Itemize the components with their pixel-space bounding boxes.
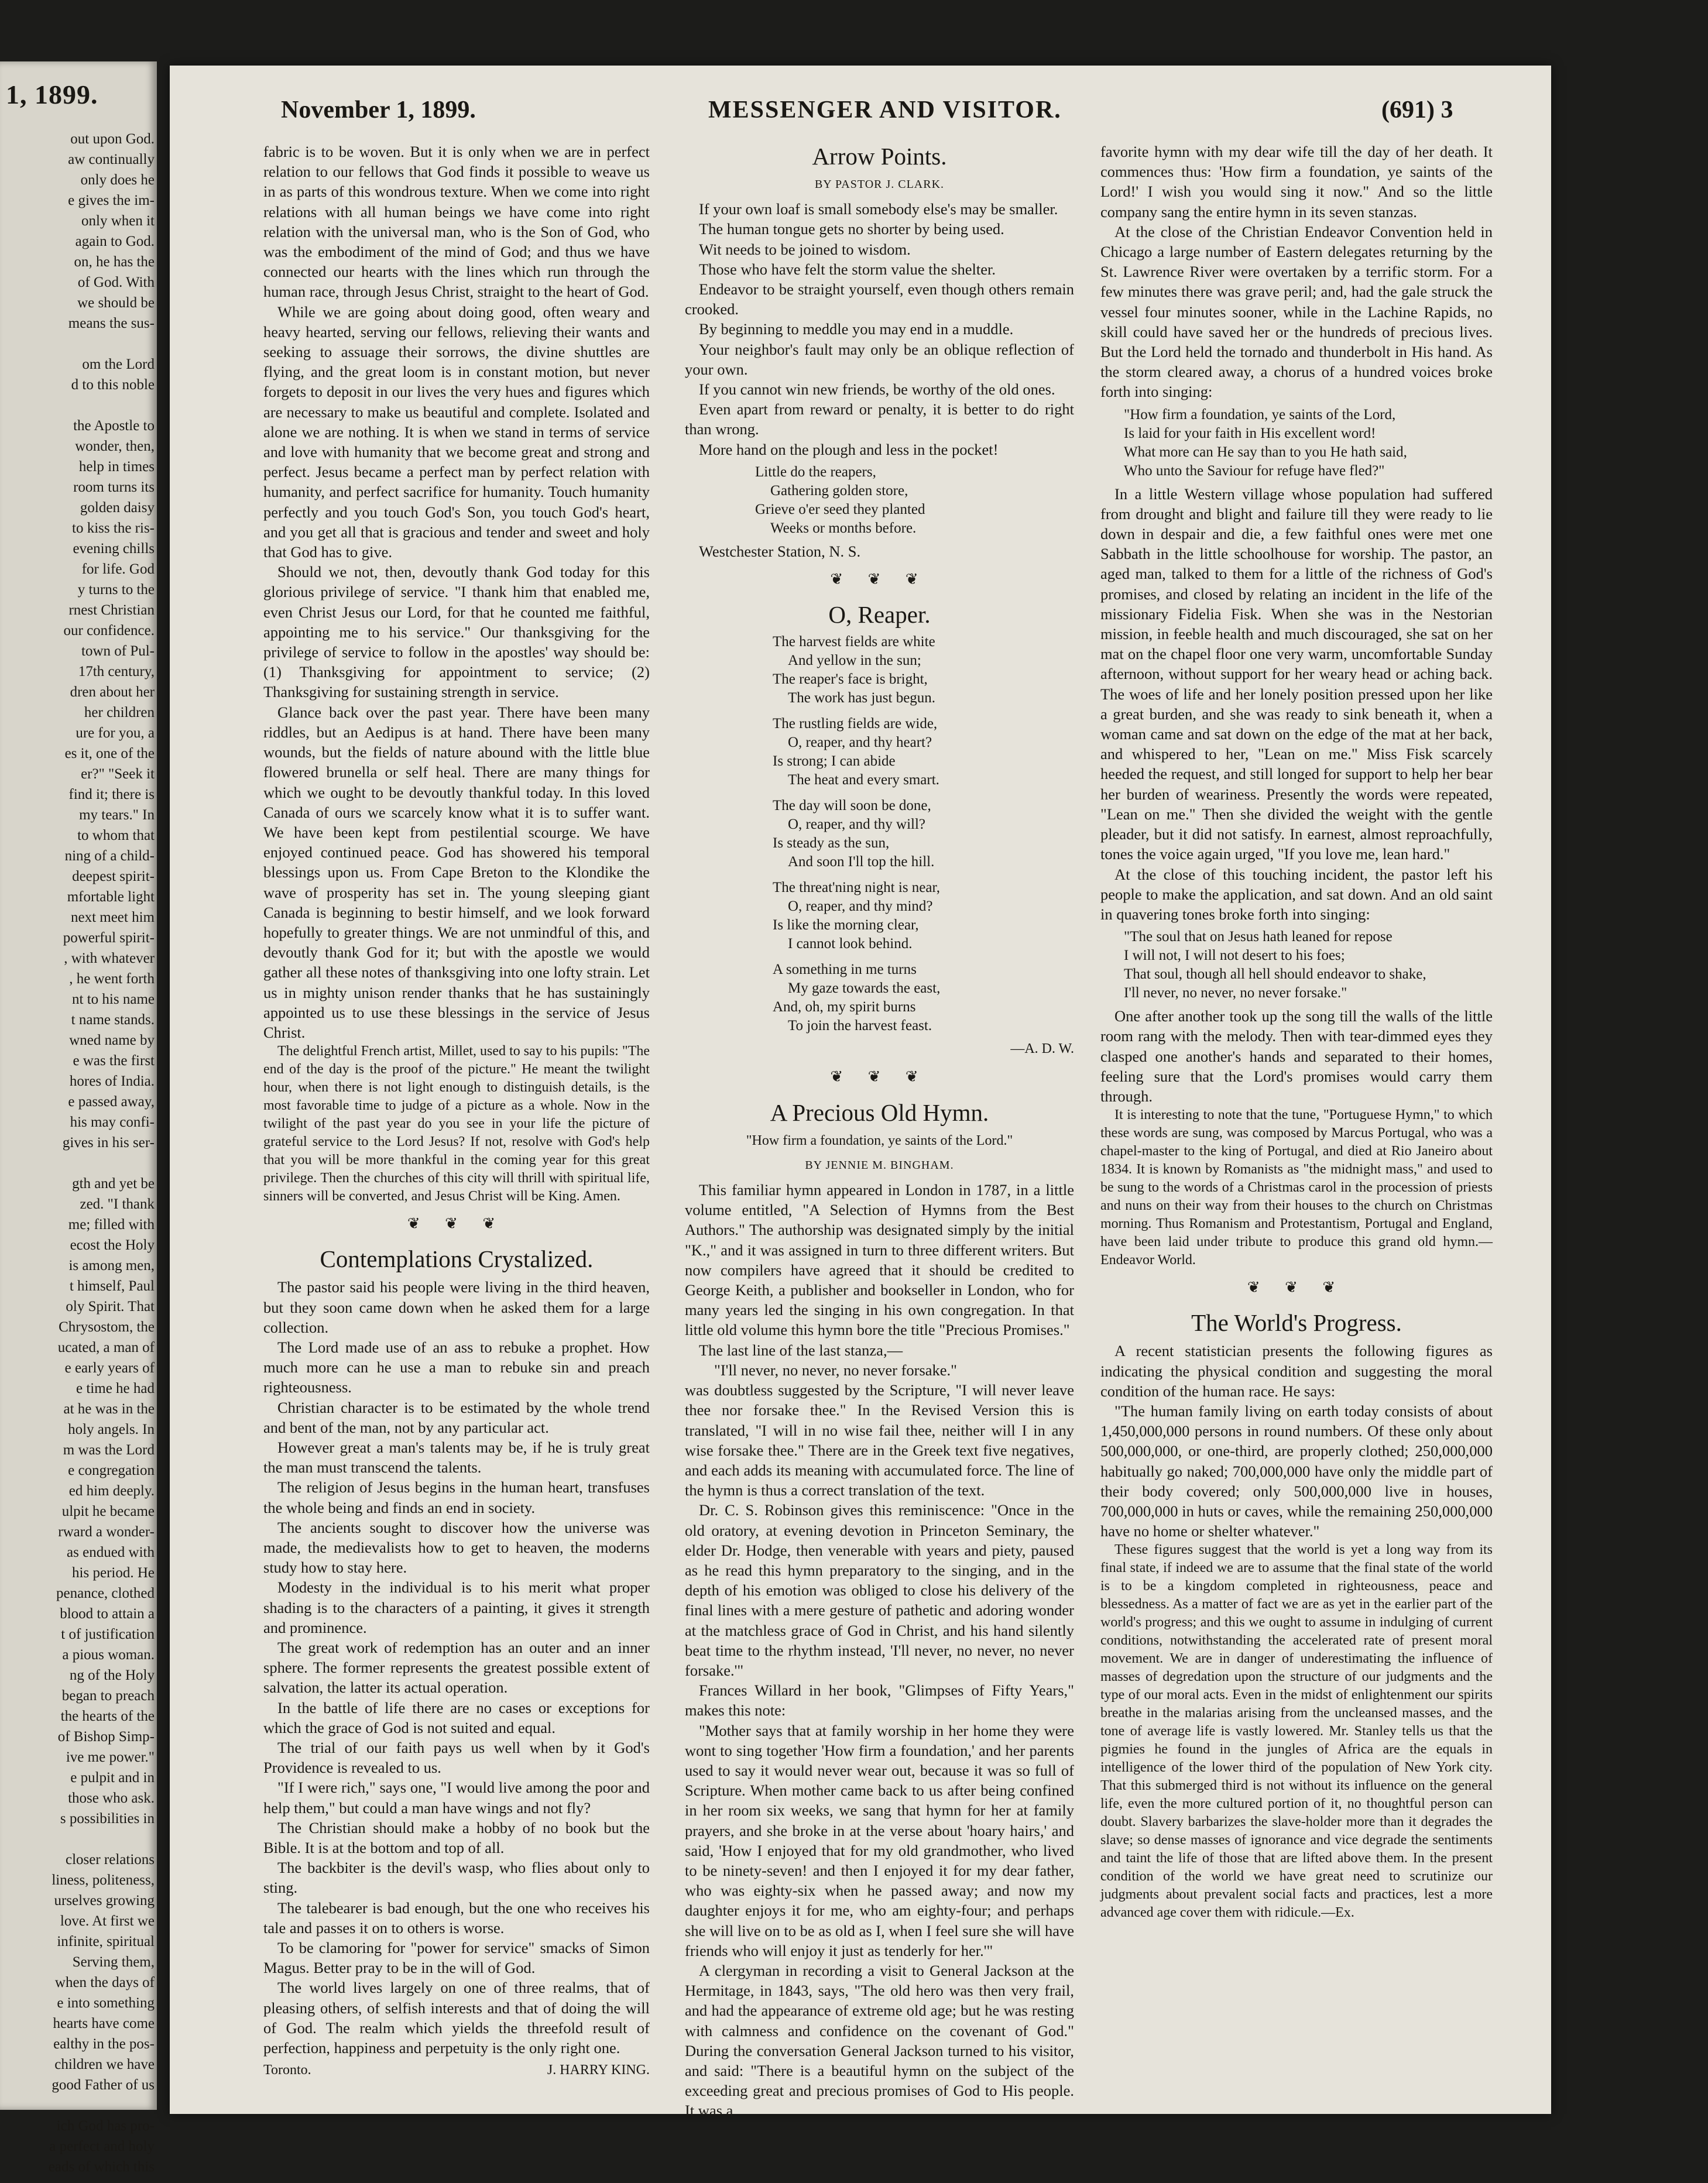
text-line: we should be bbox=[77, 295, 155, 311]
paragraph: Christian character is to be estimated by the whole trend and bent of the man, not by any particular act. bbox=[263, 1398, 650, 1436]
poem-line: Is like the morning clear, bbox=[773, 917, 919, 933]
text-line: rnest Christian bbox=[68, 602, 155, 618]
article-title: Contemplations Crystalized. bbox=[320, 1245, 594, 1273]
paragraph: fabric is to be woven. But it is only when we are in perfect relation to our fellows that God finds it possible to weave us in as parts of this wondrous texture. When we come into right relations with all human beings we have come into right relation with the universal man, who is the Son of God, who was the embodiment of the mind of God; and thus we have connected our hearts with the lines which run through the human race, through Jesus Christ, straight to the heart of God. bbox=[263, 143, 650, 301]
poem-line: That soul, though all hell should endeavor to shake, bbox=[1124, 966, 1426, 983]
byline: BY JENNIE M. BINGHAM. bbox=[805, 1158, 954, 1172]
text-line: the hearts of the bbox=[60, 1708, 155, 1724]
paragraph: favorite hymn with my dear wife till the day of her death. It commences thus: 'How firm a foundation, ye saints of the Lord!' I wish you would sing it now." And so the little company sang the entire hymn in its seven stanzas. bbox=[1100, 143, 1493, 221]
poem-line: What more can He say than to you He hath said, bbox=[1124, 444, 1407, 460]
paragraph: In the battle of life there are no cases or exceptions for which the grace of God is not suited and equal. bbox=[263, 1698, 650, 1736]
paragraph: However great a man's talents may be, if he is truly great the man must transcend the talents. bbox=[263, 1438, 650, 1477]
text-line: ucated, a man of bbox=[57, 1340, 155, 1355]
text-line: holy angels. In bbox=[68, 1422, 155, 1437]
text-line: a pious woman. bbox=[62, 1647, 155, 1663]
text-line: blood to attain a bbox=[60, 1606, 155, 1622]
text-line: t of justification bbox=[61, 1626, 155, 1642]
text-line: children we have bbox=[54, 2057, 155, 2072]
column-1 bbox=[263, 142, 650, 2080]
quote-line: "I'll never, no never, no never forsake." bbox=[714, 1361, 957, 1379]
section-ornament: ❦ ❦ ❦ bbox=[407, 1215, 506, 1233]
paragraph: Glance back over the past year. There have been many riddles, but an Aedipus is at hand. There have been many wounds, but the fields of nature abound with the little blue flowered brunella or self heal. There are many things for which we ought to be devoutly thankful today. In this loved Canada of ours we scarcely know what it is to suffer want. We have been kept from pestilential scourge. We have enjoyed continued peace. God has showered his temporal blessings upon us. From Cape Breton to the Klondike the wave of prosperity has set in. The young sleeping giant Canada is beginning to bestir himself, and we look forward hopefully to greater things. We are not unmindful of this, and devoutly thank God for it; but with the apostle we would gather all these notes of thanksgiving into one lofty strain. Let us in mighty unison render thanks that he has sustainingly appointed us to use these blessings in the service of Jesus Christ. bbox=[263, 703, 650, 1041]
text-line: penance, clothed bbox=[56, 1585, 155, 1601]
text-line: my tears." In bbox=[79, 807, 155, 823]
text-line: for life. God bbox=[81, 561, 155, 577]
text-line: is among men, bbox=[68, 1258, 155, 1274]
paragraph: The human tongue gets no shorter by being used. bbox=[699, 220, 1004, 238]
text-line: e pulpit and in bbox=[70, 1770, 155, 1786]
text-line: hores of India. bbox=[69, 1073, 155, 1089]
text-line: me; filled with bbox=[68, 1217, 155, 1233]
text-line: closer relations bbox=[65, 1852, 155, 1868]
text-line: powerful spirit- bbox=[63, 930, 155, 946]
text-line: Serving them, bbox=[72, 1954, 155, 1970]
text-line: er?" "Seek it bbox=[81, 766, 155, 782]
text-line: our confidence. bbox=[63, 623, 155, 639]
text-line: his period. He bbox=[72, 1565, 155, 1581]
author-signature: J. HARRY KING. bbox=[547, 2062, 650, 2078]
poem-line: Gathering golden store, bbox=[770, 482, 908, 499]
text-line: , he went forth bbox=[69, 971, 155, 987]
poem-line: Is strong; I can abide bbox=[773, 753, 896, 770]
poem-line: And, oh, my spirit burns bbox=[773, 999, 916, 1015]
paragraph: If you cannot win new friends, be worthy of the old ones. bbox=[699, 380, 1055, 399]
text-line: e early years of bbox=[64, 1360, 155, 1376]
poem-line: O, reaper, and thy heart? bbox=[788, 734, 932, 751]
section-ornament: ❦ ❦ ❦ bbox=[1247, 1279, 1346, 1296]
text-line: 17th century, bbox=[78, 664, 155, 679]
line-gap bbox=[5, 2095, 155, 2116]
text-line: love. At first we bbox=[60, 1913, 155, 1929]
poem-line: Is steady as the sun, bbox=[773, 835, 890, 852]
text-line: ive me power." bbox=[66, 1749, 155, 1765]
page-header bbox=[170, 96, 1551, 137]
text-line: to kiss the ris- bbox=[72, 520, 155, 536]
text-line: aw continually bbox=[68, 152, 155, 167]
poem bbox=[1124, 406, 1493, 480]
poem-line: To join the harvest feast. bbox=[788, 1018, 932, 1034]
text-line: good Father of us bbox=[52, 2077, 155, 2093]
poem-line: My gaze towards the east, bbox=[788, 980, 941, 997]
poem bbox=[1124, 928, 1493, 1003]
text-line: eads of which this bbox=[48, 2159, 155, 2175]
paragraph: At the close of this touching incident, the pastor left his people to make the application, and sat down. And an old saint in quavering tones broke forth into singing: bbox=[1100, 865, 1493, 923]
text-line: rward a wonder- bbox=[58, 1524, 155, 1540]
paragraph: The last line of the last stanza,— bbox=[699, 1341, 903, 1359]
paragraph: The world lives largely on one of three realms, that of pleasing others, of selfish interests and that of doing the will of God. The realm which yields the threefold result of perfection, happiness and perpetuity is the only right one. bbox=[263, 1979, 650, 2057]
poem-line: The reaper's face is bright, bbox=[773, 671, 928, 688]
article-title: O, Reaper. bbox=[828, 601, 931, 629]
text-line: his may confi- bbox=[70, 1114, 155, 1130]
text-line: ng of the Holy bbox=[69, 1667, 155, 1683]
paragraph: At the close of the Christian Endeavor Convention held in Chicago a large number of Eastern delegates returning by the St. Lawrence River were overtaken by a terrific storm. For a few minutes there was grave peril; and, had the gale struck the vessel four minutes sooner, while in the Lachine Rapids, no skill could have saved her or the hundreds of precious lives. But the Lord held the tornado and thunderbolt in His hand. As the storm cleared away, a chorus of a hundred voices broke forth into singing: bbox=[1100, 222, 1493, 401]
section-ornament: ❦ ❦ ❦ bbox=[830, 571, 929, 588]
text-line: gth and yet be bbox=[72, 1176, 155, 1192]
paragraph: The pastor said his people were living in the third heaven, but they soon came down when he asked them for a large collection. bbox=[263, 1278, 650, 1336]
poem-line: The threat'ning night is near, bbox=[773, 880, 941, 896]
paragraph: It is interesting to note that the tune, "Portuguese Hymn," to which these words are sung, was composed by Marcus Portugal, who was a chapel-master to the king of Portugal, and died at Rio Janeiro about 1834. It is known by Romanists as "the midnight mass," and used to be sung to the words of a Christmas carol in the procession of priests and nuns on their way from their houses to the church on Christmas morning. Thus Romanism and Protestantism, Portugal and England, have been laid under tribute to produce this grand old hymn.—Endeavor World. bbox=[1100, 1107, 1493, 1268]
text-line: Chrysostom, the bbox=[59, 1319, 155, 1335]
poem-line: O, reaper, and thy will? bbox=[788, 816, 926, 833]
paragraph: These figures suggest that the world is yet a long way from its final state, if indeed we are to assume that the final state of the world is to be a kingdom completed in righteousness, peace and blessedness. As a matter of fact we are as yet in the earlier part of the world's progress; and this we ought to assume in indulging of current conditions, notwithstanding the accelerated rate of present moral movement. We are in danger of underestimating the influence of masses of degredation upon the structure of our judgments and the type of our moral acts. Even in the midst of enlightenment our spirits breathe in the malarias arising from the uncleansed masses, and the tone of average life is vastly lowered. Mr. Stanley tells us that the pigmies he found in the jungles of Africa are the equals in intelligence of the lower third of the population of New York city. That this submerged third is not without its influence on the general life, even the more cultured portion of it, no thoughtful person can doubt. Slavery barbarizes the slave-holder more than it degrades the slave; so dense masses of ignorance and vice degrade the sentiments and taint the life of those that are lifted above them. In the present condition of the world we have great need to scrutinize our judgments about prevalent social facts and practices, lest a more advanced age cover them with ridicule.—Ex. bbox=[1100, 1542, 1493, 1921]
poem-line: "The soul that on Jesus hath leaned for repose bbox=[1124, 929, 1393, 945]
text-line: those who ask. bbox=[68, 1790, 155, 1806]
text-line: urselves growing bbox=[54, 1893, 155, 1909]
paragraph: The Lord made use of an ass to rebuke a prophet. How much more can he use a man to rebuke sin and preach righteousness. bbox=[263, 1338, 650, 1396]
column-3 bbox=[1100, 142, 1493, 1922]
text-line: golden daisy bbox=[80, 500, 155, 516]
text-line: ecost the Holy bbox=[70, 1237, 155, 1253]
article-title: The World's Progress. bbox=[1191, 1309, 1402, 1337]
text-line: ulpit he became bbox=[61, 1504, 155, 1519]
line-gap bbox=[5, 395, 155, 416]
paragraph: "Mother says that at family worship in her home they were wont to sing together 'How firm a foundation,' and her parents used to say it would never wear out, because it was so full of Scripture. When mother came back to us after being confined in her room six weeks, we sang that hymn for her at family prayers, and she broke in at the verse about 'hoary hairs,' and said, 'How I enjoyed that for my old grandmother, who lived to be ninety-seven! and then I enjoyed it for my dear father, who was eighty-six when he passed away; and now my daughter enjoys it for me, who am eighty-four; and perhaps she will live on to be as old as I, when I feel sure she will have friends who will enjoy it just as tenderly for her.'" bbox=[685, 1721, 1074, 1959]
article-title: Arrow Points. bbox=[812, 143, 947, 170]
poem-line: A something in me turns bbox=[773, 962, 917, 978]
paragraph: This familiar hymn appeared in London in 1787, in a little volume entitled, "A Selection of Hymns from the Best Authors." The authorship was designated simply by the initial "K.," and it was assigned in turn to three different writers. But now compilers have agreed that it should be credited to George Keith, a publisher and bookseller in London, who for many years led the singing in his own congregation. In that little old volume this hymn bore the title "Precious Promises." bbox=[685, 1181, 1074, 1339]
text-line: infinite, spiritual bbox=[57, 1934, 155, 1949]
text-line: only does he bbox=[80, 172, 155, 188]
poem-line: O, reaper, and thy mind? bbox=[788, 898, 933, 915]
paragraph: was doubtless suggested by the Scripture, "I will never leave thee nor forsake thee." In the Revised Version this is translated, "I will in no wise fail thee, neither will I in any wise forsake thee." There are in the Greek text five negatives, and each adds its meaning with accumulated force. The line of the hymn is thus a correct translation of the text. bbox=[685, 1381, 1074, 1499]
line-gap bbox=[5, 1153, 155, 1173]
text-line: as endued with bbox=[67, 1544, 155, 1560]
paragraph: Should we not, then, devoutly thank God today for this glorious privilege of service. "I thank him that enabled me, even Christ Jesus our Lord, for that he counted me faithful, appointing me to his service." Our thanksgiving for the privilege of service to follow in the apostles' way should be: (1) Thanksgiving for appointment to service; (2) Thanksgiving for sustaining strength in service. bbox=[263, 563, 650, 701]
poem-line: And yellow in the sun; bbox=[788, 653, 921, 669]
text-line: s possibilities in bbox=[60, 1811, 155, 1827]
text-line: means the sus- bbox=[68, 315, 155, 331]
header-date: November 1, 1899. bbox=[281, 97, 476, 123]
text-line: , with whatever bbox=[64, 950, 155, 966]
place: Toronto. bbox=[263, 2062, 311, 2078]
paragraph: If your own loaf is small somebody else's may be smaller. bbox=[699, 200, 1058, 218]
text-line: next meet him bbox=[70, 909, 155, 925]
paragraph: The ancients sought to discover how the universe was made, the medievalists how to get to heaven, the moderns study how to stay here. bbox=[263, 1518, 650, 1577]
paragraph: To be clamoring for "power for service" smacks of Simon Magus. Better pray to be in the will of God. bbox=[263, 1939, 650, 1977]
text-line: of God. With bbox=[77, 274, 155, 290]
poem-line: And soon I'll top the hill. bbox=[788, 854, 935, 870]
text-line: ealthy in the pos- bbox=[53, 2036, 155, 2052]
text-line: ich God has pro- bbox=[56, 2118, 155, 2134]
paragraph: More hand on the plough and less in the pocket! bbox=[699, 440, 999, 458]
text-line: ed him deeply. bbox=[68, 1483, 155, 1499]
text-line: find it; there is bbox=[68, 787, 155, 802]
text-line: evening chills bbox=[73, 541, 155, 557]
poem-line: I will not, I will not desert to his foes; bbox=[1124, 948, 1345, 964]
text-line: only when it bbox=[81, 213, 155, 229]
text-line: help in times bbox=[78, 459, 155, 475]
paragraph: The Christian should make a hobby of no book but the Bible. It is at the bottom and top of all. bbox=[263, 1818, 650, 1857]
poem-line: Little do the reapers, bbox=[755, 464, 876, 480]
text-line: her children bbox=[84, 705, 155, 720]
section-ornament: ❦ ❦ ❦ bbox=[830, 1068, 929, 1086]
previous-page-date: 1, 1899. bbox=[6, 80, 98, 109]
paragraph: Modesty in the individual is to his merit what proper shading is to the characters of a painting, it gives it strength and prominence. bbox=[263, 1578, 650, 1636]
paragraph: "The human family living on earth today consists of about 1,450,000,000 persons in round numbers. Of these only about 500,000,000, or one-third, are properly clothed; 250,000,000 habitually go naked; 700,000,000 have only the middle part of their body covered; only 500,000,000 live in houses, 700,000,000 in huts or caves, while the remaining 250,000,000 have no home or shelter whatever." bbox=[1100, 1402, 1493, 1540]
text-line: to whom that bbox=[77, 828, 155, 843]
text-line: e gives the im- bbox=[68, 193, 155, 208]
text-line: town of Pul- bbox=[81, 643, 155, 659]
article-subtitle: "How firm a foundation, ye saints of the Lord." bbox=[746, 1132, 1013, 1148]
text-line: t himself, Paul bbox=[69, 1278, 155, 1294]
text-line: e into something bbox=[57, 1995, 155, 2011]
paragraph: A clergyman in recording a visit to General Jackson at the Hermitage, in 1843, says, "The old hero was then very frail, and had the appearance of extreme old age; but he was resting with calmness and confidence on the covenant of God." During the conversation General Jackson turned to his visitor, and said: "There is a beautiful hymn on the subject of the exceeding great and precious promises of God to His people. It was a bbox=[685, 1961, 1074, 2120]
paragraph: Dr. C. S. Robinson gives this reminiscence: "Once in the old oratory, at evening devotion in Princeton Seminary, the elder Dr. Hodge, then venerable with years and piety, paused as he read this hymn preparatory to the singing, and in the depth of his emotion was obliged to close his delivery of the final lines with a mere gesture of pathetic and adoring wonder at the matchless grace of God in Christ, and his hand silently beat time to the rhythm instead, 'I'll never, no never, no never forsake.'" bbox=[685, 1501, 1074, 1679]
text-line: of Bishop Simp- bbox=[57, 1729, 155, 1745]
text-line: ning of a child- bbox=[64, 848, 155, 864]
text-line: liness, politeness, bbox=[52, 1872, 155, 1888]
text-line: when the days of bbox=[54, 1975, 155, 1990]
poem bbox=[773, 633, 1074, 1035]
paragraph: In a little Western village whose population had suffered from drought and blight and failure till they were ready to lie down in despair and die, a few faithful ones were met one Sabbath in the little schoolhouse for worship. The pastor, an aged man, talked to them for a little of the richness of God's promises, and closed by relating an incident in the life of the missionary Fidelia Fisk. When she was in the Nestorian mission, in feeble health and much discouraged, she sat on her mat on the chapel floor one very warm, uncomfortable Sunday afternoon, without support for her weary head or aching back. The woes of life and her lonely position pressed upon her like a great burden, and she was ready to sink beneath it, when a woman came and sat down on the edge of the mat at her back, and whispered to her, "Lean on me." Miss Fisk scarcely heeded the request, and still longed for support to help her bear her burden of weariness. Presently the words were repeated, "Lean on me." Then she divided the weight with the gentle pleader, but it did not satisfy. In earnest, almost reproachfully, tones the voice again urged, "If you love me, lean hard." bbox=[1100, 485, 1493, 863]
poem-line: I'll never, no never, no never forsake." bbox=[1124, 985, 1347, 1001]
paragraph: Wit needs to be joined to wisdom. bbox=[699, 240, 911, 258]
text-line: es it, one of the bbox=[64, 746, 155, 761]
poem-line: The rustling fields are wide, bbox=[773, 716, 938, 732]
poem bbox=[755, 463, 1074, 538]
paragraph: The talebearer is bad enough, but the one who receives his tale and passes it on to others is worse. bbox=[263, 1899, 650, 1937]
column-2 bbox=[685, 142, 1074, 2121]
line-gap bbox=[5, 1829, 155, 1849]
paragraph: "If I were rich," says one, "I would live among the poor and help them," but could a man have wings and not fly? bbox=[263, 1779, 650, 1817]
text-line: m was the Lord bbox=[63, 1442, 155, 1458]
poem-line: I cannot look behind. bbox=[788, 936, 913, 952]
poem-line: The heat and every smart. bbox=[788, 772, 939, 788]
text-line: y turns to the bbox=[77, 582, 155, 598]
text-line: the Apostle to bbox=[73, 418, 155, 434]
previous-page-text bbox=[5, 129, 155, 2177]
paragraph: The religion of Jesus begins in the human heart, transfuses the whole being and finds an end in society. bbox=[263, 1478, 650, 1516]
signature-line bbox=[263, 2060, 650, 2080]
paragraph: A recent statistician presents the following figures as indicating the physical condition and suggesting the moral condition of the human race. He says: bbox=[1100, 1342, 1493, 1400]
text-line: at he was in the bbox=[63, 1401, 155, 1417]
text-line: d to this noble bbox=[71, 377, 155, 393]
text-line: zed. "I thank bbox=[80, 1196, 155, 1212]
text-line: wned name by bbox=[69, 1032, 155, 1048]
header-title: MESSENGER AND VISITOR. bbox=[708, 97, 1062, 123]
poem-line: Weeks or months before. bbox=[770, 520, 917, 536]
poem-line: Who unto the Saviour for refuge have fled?" bbox=[1124, 462, 1385, 479]
paragraph: The delightful French artist, Millet, used to say to his pupils: "The end of the day is the proof of the picture." He meant the twilight hour, when there is not light enough to distinguish details, is the most favorable time to judge of a picture as a whole. Now in the twilight of the past year do you see in your life the picture of grateful service to the Lord Jesus? If not, resolve with God's help that you will be more thankful in the coming year for this great privilege. Then the churches of this city will thrill with spiritual life, sinners will be converted, and Jesus Christ will be King. Amen. bbox=[263, 1044, 650, 1204]
text-line: gives in his ser- bbox=[62, 1135, 155, 1151]
text-line: hearts have come bbox=[53, 2016, 155, 2031]
text-line: room turns its bbox=[73, 479, 155, 495]
article-title: A Precious Old Hymn. bbox=[770, 1099, 989, 1126]
poem-line: Grieve o'er seed they planted bbox=[755, 501, 925, 517]
text-line: began to preach bbox=[61, 1688, 155, 1704]
line-gap bbox=[5, 334, 155, 354]
paragraph: While we are going about doing good, often weary and heavy hearted, serving our fellows, relieving their wants and seeking to assuage their sorrows, the divine shuttles are flying, and the great loom is in constant motion, but never forgets to deposit in our lives the very hues and figures which are necessary to make us beautiful and complete. Isolated and alone we are nothing. It is when we stand in terms of service and love with humanity that we become great and strong and perfect. Jesus became a perfect man by perfect relation with humanity, and perfect sacrifice for humanity. Touch humanity perfectly and you touch God's Son, you touch God's heart, and you get all that is gracious and tender and sweet and holy that God has to give. bbox=[263, 303, 650, 561]
paragraph: By beginning to meddle you may end in a muddle. bbox=[699, 320, 1014, 338]
newspaper-page bbox=[170, 66, 1551, 2120]
text-line: on, he has the bbox=[74, 254, 155, 270]
paragraph: One after another took up the song till the walls of the little room rang with the melody. Then with tear-dimmed eyes they clasped one another's hands and separated to their homes, feeling sure that the Lord's promises would carry them through. bbox=[1100, 1007, 1493, 1105]
previous-page-strip bbox=[0, 61, 157, 2175]
poem-line: The work has just begun. bbox=[788, 690, 936, 706]
text-line: dren about her bbox=[70, 684, 155, 700]
paragraph: The trial of our faith pays us well when by it God's Providence is revealed to us. bbox=[263, 1739, 650, 1777]
poem-signature: —A. D. W. bbox=[1010, 1041, 1074, 1057]
text-line: ure for you, a bbox=[76, 725, 155, 741]
text-line: e congregation bbox=[68, 1463, 155, 1478]
text-line: e passed away, bbox=[68, 1094, 155, 1110]
paragraph: The great work of redemption has an outer and an inner sphere. The former represents the greatest possible extent of salvation, the latter its actual operation. bbox=[263, 1639, 650, 1697]
text-line: om the Lord bbox=[82, 356, 155, 372]
paragraph: Frances Willard in her book, "Glimpses of Fifty Years," makes this note: bbox=[685, 1681, 1074, 1719]
text-line: wonder, then, bbox=[75, 438, 155, 454]
text-line: t name stands. bbox=[71, 1012, 155, 1028]
text-line: deepest spirit- bbox=[72, 869, 155, 884]
text-line: out upon God. bbox=[70, 131, 155, 147]
text-line: oly Spirit. That bbox=[66, 1299, 155, 1314]
poem-line: "How firm a foundation, ye saints of the Lord, bbox=[1124, 406, 1396, 423]
text-line: a perfect and holy bbox=[49, 2139, 155, 2154]
paragraph: Even apart from reward or penalty, it is better to do right than wrong. bbox=[685, 400, 1074, 438]
text-line: e was the first bbox=[73, 1053, 155, 1069]
header-page-number: (691) 3 bbox=[1381, 97, 1453, 123]
text-line: mfortable light bbox=[67, 889, 155, 905]
poem-line: The day will soon be done, bbox=[773, 798, 931, 814]
poem-line: Is laid for your faith in His excellent word! bbox=[1124, 425, 1376, 441]
paragraph: Your neighbor's fault may only be an oblique reflection of your own. bbox=[685, 340, 1074, 378]
paragraph: Endeavor to be straight yourself, even though others remain crooked. bbox=[685, 280, 1074, 318]
place: Westchester Station, N. S. bbox=[699, 542, 861, 560]
text-line: again to God. bbox=[75, 234, 155, 249]
text-line: e time he had bbox=[76, 1381, 155, 1396]
paragraph: The backbiter is the devil's wasp, who flies about only to sting. bbox=[263, 1859, 650, 1897]
byline: BY PASTOR J. CLARK. bbox=[814, 178, 945, 191]
poem-line: The harvest fields are white bbox=[773, 634, 935, 650]
paragraph: Those who have felt the storm value the shelter. bbox=[699, 260, 996, 278]
text-line: nt to his name bbox=[72, 991, 155, 1007]
